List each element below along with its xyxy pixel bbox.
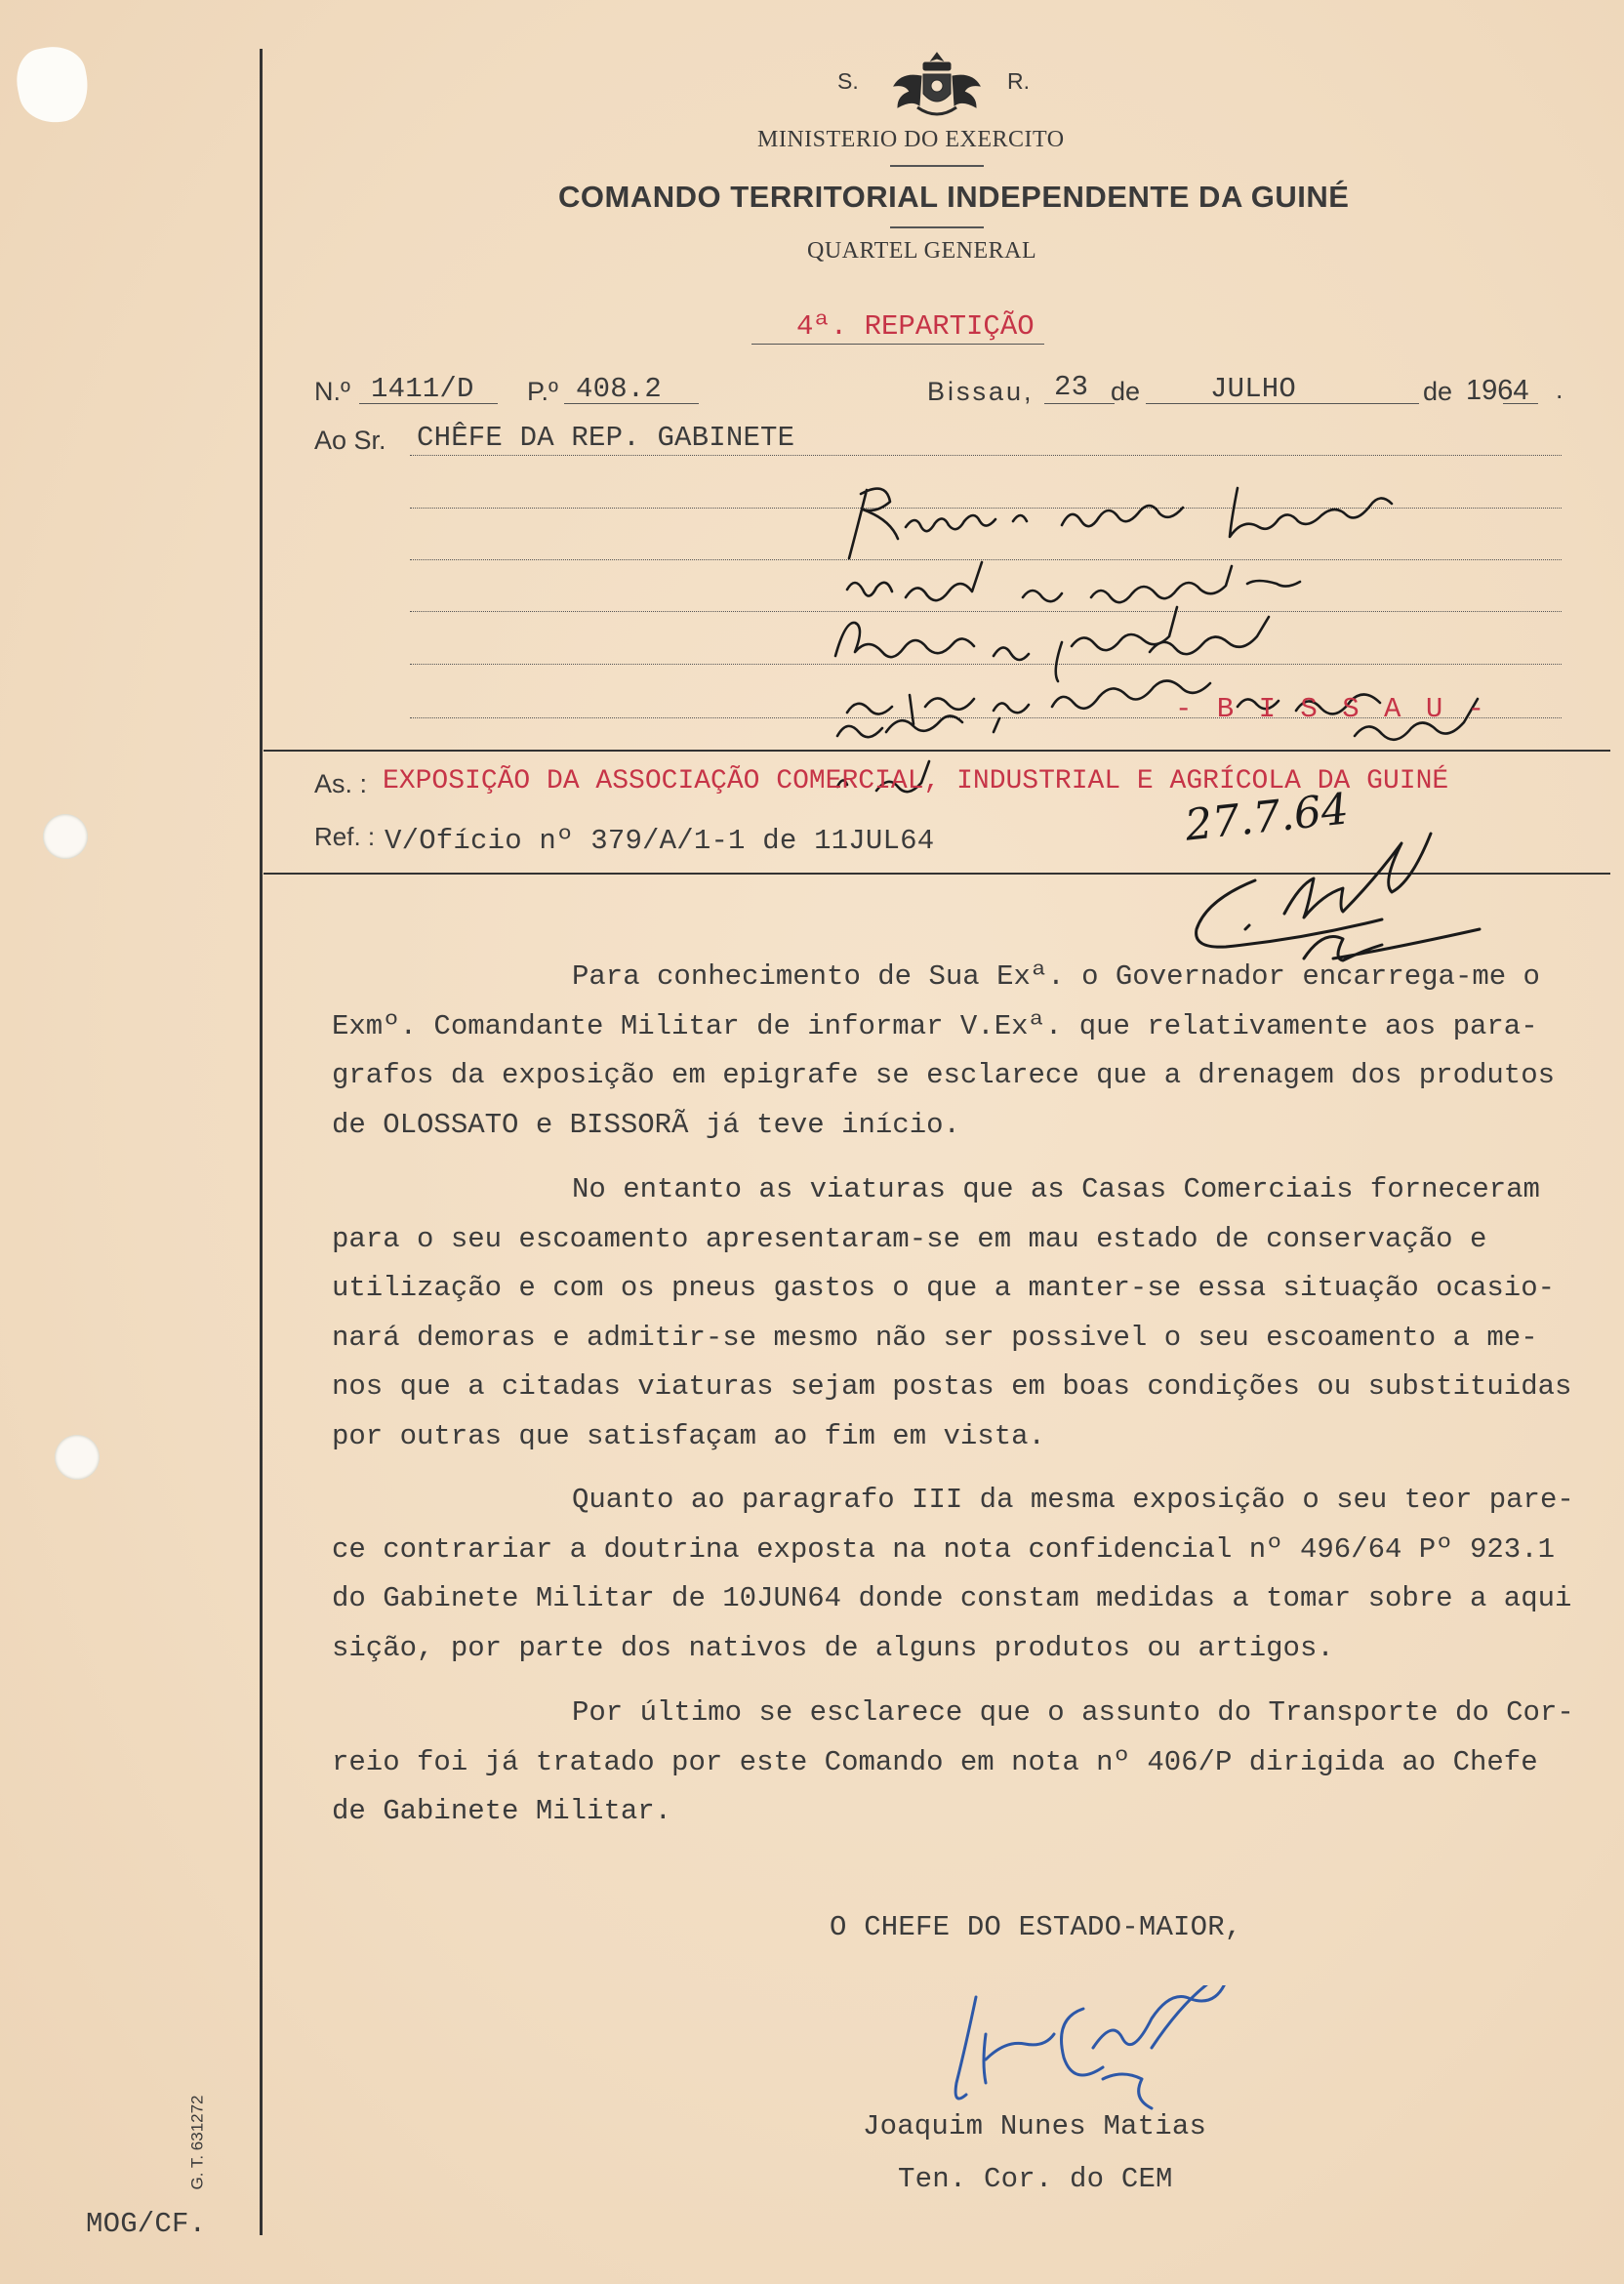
body-line: Para conhecimento de Sua Exª. o Governador encarrega-me o	[572, 960, 1540, 993]
body-paragraph-3	[332, 1476, 1591, 1673]
body-paragraph-2	[332, 1165, 1591, 1461]
letterhead-left-initial: S.	[837, 68, 859, 94]
letterhead-divider-2	[890, 226, 984, 228]
year-underline	[1503, 403, 1538, 404]
signatory-name: Joaquim Nunes Matias	[863, 2110, 1207, 2142]
date-day: 23	[1054, 371, 1089, 403]
command-name: COMANDO TERRITORIAL INDEPENDENTE DA GUINÉ	[558, 180, 1350, 214]
body-line: utilização e com os pneus gastos o que a manter-se essa situação ocasio-	[332, 1272, 1556, 1304]
date-year: 1964	[1466, 375, 1529, 406]
form-code: G. T. 631272	[187, 2095, 207, 2190]
department-underline	[751, 344, 1044, 345]
handwritten-line-6	[828, 451, 832, 453]
body-line: nará demoras e admitir-se mesmo não ser possivel o seu escoamento a me-	[332, 1321, 1538, 1354]
body-line: Exmº. Comandante Militar de informar V.Exª. que relativamente aos para-	[332, 1009, 1538, 1042]
date-de-1: de	[1111, 377, 1141, 406]
body-line: Por último se esclarece que o assunto do Transporte do Cor-	[572, 1696, 1574, 1729]
reference-label: Ref. :	[314, 822, 376, 851]
subject-label: As. :	[314, 769, 368, 798]
body-line: por outras que satisfaçam ao fim em vista.	[332, 1419, 1045, 1452]
body-line: No entanto as viaturas que as Casas Comerciais forneceram	[572, 1173, 1540, 1205]
process-label: P.º	[527, 377, 558, 406]
typist-initials: MOG/CF.	[86, 2208, 207, 2240]
body-line: para o seu escoamento apresentaram-se em mau estado de conservação e	[332, 1222, 1487, 1255]
coat-of-arms-icon	[888, 47, 986, 123]
day-underline	[1044, 403, 1115, 404]
department-name: 4ª. REPARTIÇÃO	[796, 310, 1035, 343]
body-line: Quanto ao paragrafo III da mesma exposição o seu teor pare-	[572, 1484, 1574, 1516]
body-paragraph-1	[332, 953, 1591, 1150]
reference-value: V/Ofício nº 379/A/1-1 de 11JUL64	[385, 825, 935, 857]
body-line: ce contrariar a doutrina exposta na nota confidencial nº 496/64 Pº 923.1	[332, 1532, 1556, 1566]
date-month: JULHO	[1210, 373, 1297, 405]
body-line: reio foi já tratado por este Comando em nota nº 406/P dirigida ao Chefe	[332, 1745, 1538, 1778]
date-year-end: .	[1556, 375, 1563, 404]
signatory-title: O CHEFE DO ESTADO-MAIOR,	[830, 1911, 1242, 1943]
hq-name: QUARTEL GENERAL	[807, 238, 1037, 264]
body-line: de Gabinete Militar.	[332, 1795, 672, 1827]
body-line: de OLOSSATO e BISSORÃ já teve início.	[332, 1108, 960, 1141]
number-value: 1411/D	[371, 373, 474, 405]
handwritten-signature	[937, 1985, 1249, 2122]
body-line: grafos da exposição em epigrafe se esclarece que a drenagem dos produtos	[332, 1059, 1556, 1091]
margin-rule	[260, 49, 263, 2235]
letterhead-right-initial: R.	[1007, 68, 1030, 94]
body-line: sição, por parte dos nativos de alguns produtos ou artigos.	[332, 1631, 1334, 1664]
process-underline	[564, 403, 699, 404]
number-underline	[359, 403, 498, 404]
torn-corner	[11, 40, 96, 129]
punch-hole-top	[43, 814, 88, 859]
handwritten-date: 27.7.64	[1182, 784, 1352, 851]
letterhead-divider-1	[890, 165, 984, 167]
addressee-value: CHÊFE DA REP. GABINETE	[417, 422, 795, 454]
body-line: do Gabinete Militar de 10JUN64 donde constam medidas a tomar sobre a aqui	[332, 1582, 1572, 1614]
punch-hole-bottom	[55, 1435, 100, 1480]
body-line: nos que a citadas viaturas sejam postas em boas condições ou substituidas	[332, 1370, 1572, 1403]
section-rule-1	[264, 750, 1610, 752]
signatory-rank: Ten. Cor. do CEM	[898, 2163, 1173, 2195]
subject-value: EXPOSIÇÃO DA ASSOCIAÇÃO COMERCIAL, INDUSTRIAL E AGRÍCOLA DA GUINÉ	[383, 766, 1449, 796]
process-value: 408.2	[576, 373, 663, 405]
number-label: N.º	[314, 377, 350, 406]
addressee-label: Ao Sr.	[314, 426, 386, 455]
date-de-2: de	[1423, 377, 1453, 406]
month-underline	[1146, 403, 1419, 404]
bissau-stamp: - B I S S A U -	[1175, 693, 1489, 725]
place-label: Bissau,	[927, 377, 1035, 406]
body-paragraph-4	[332, 1689, 1591, 1837]
ministry-name: MINISTERIO DO EXERCITO	[757, 127, 1065, 152]
